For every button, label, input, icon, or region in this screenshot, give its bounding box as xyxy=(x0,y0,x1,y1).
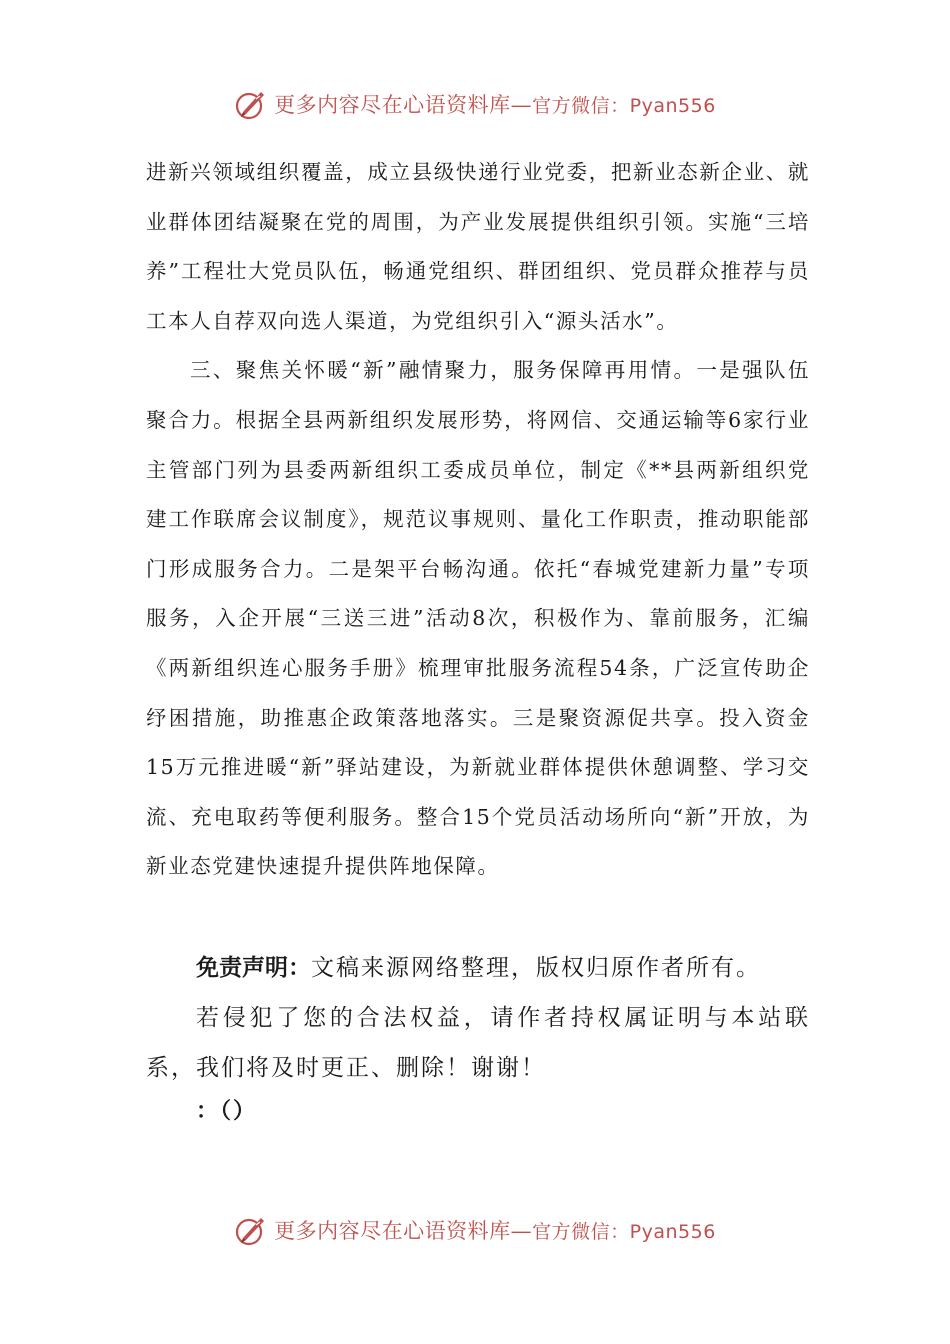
disclaimer-line-2: 若侵犯了您的合法权益，请作者持权属证明与本站联系，我们将及时更正、删除！谢谢！ xyxy=(146,1005,810,1081)
trailing-punctuation: ：（） xyxy=(196,1099,258,1124)
banner-wechat: 官方微信：Pyan556 xyxy=(532,95,716,117)
quill-pen-logo-icon xyxy=(234,1213,268,1247)
banner-text xyxy=(274,89,716,119)
paragraph-section-three: 三、聚焦关怀暖“新”融情聚力，服务保障再用情。一是强队伍聚合力。根据全县两新组织发展形势，将网信、交通运输等6家行业主管部门列为县委两新组织工委成员单位，制定《**县两新组织党建工作联席会议制度》，规范议事规则、量化工作职责，推动职能部门形成服务合力。二是架平台畅沟通。依托“春城党建新力量”专项服务，入企开展“三送三进”活动8次，积极作为、靠前服务，汇编《两新组织连心服务手册》梳理审批服务流程54条，广泛宣传助企纾困措施，助推惠企政策落地落实。三是聚资源促共享。投入资金15万元推进暖“新”驿站建设，为新就业群体提供休憩调整、学习交流、充电取药等便利服务。整合15个党员活动场所向“新”开放，为新业态党建快速提升提供阵地保障。 xyxy=(146,358,810,879)
disclaimer xyxy=(146,943,810,1093)
banner-text xyxy=(274,1215,716,1245)
banner-separator: — xyxy=(510,93,533,117)
disclaimer-line-1 xyxy=(146,943,810,993)
article-body xyxy=(146,148,810,892)
banner-title: 更多内容尽在心语资料库 xyxy=(274,1219,511,1243)
banner-title: 更多内容尽在心语资料库 xyxy=(274,93,511,117)
banner-separator: — xyxy=(510,1219,533,1243)
disclaimer-text-1: 文稿来源网络整理，版权归原作者所有。 xyxy=(311,955,761,981)
header-banner xyxy=(0,84,950,124)
footer-banner xyxy=(0,1210,950,1250)
banner-wechat: 官方微信：Pyan556 xyxy=(532,1221,716,1243)
disclaimer-label: 免责声明： xyxy=(196,955,311,981)
paragraph-continuation: 进新兴领域组织覆盖，成立县级快递行业党委，把新业态新企业、就业群体团结凝聚在党的周围，为产业发展提供组织引领。实施“三培养”工程壮大党员队伍，畅通党组织、群团组织、党员群众推荐与员工本人自荐双向选人渠道，为党组织引入“源头活水”。 xyxy=(146,160,810,333)
quill-pen-logo-icon xyxy=(234,87,268,121)
